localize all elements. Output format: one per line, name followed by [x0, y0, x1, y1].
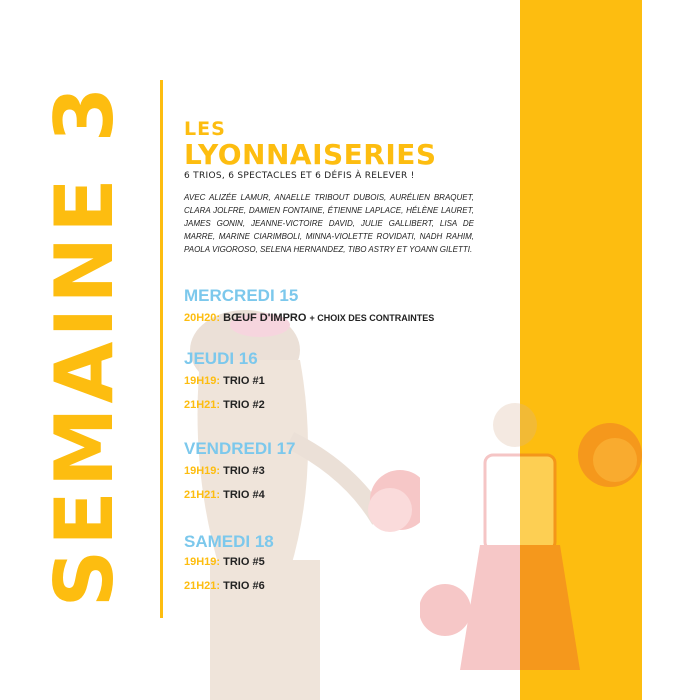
- day-jeudi: [184, 350, 265, 411]
- day-mercredi: [184, 287, 434, 324]
- day-vendredi: [184, 440, 295, 501]
- slot-time: 21H21:: [184, 399, 221, 411]
- slot-show: TRIO #6: [223, 580, 265, 592]
- slot-item: [184, 312, 434, 324]
- slot-show: BŒUF D'IMPRO: [223, 312, 307, 324]
- title-small: LES: [184, 118, 226, 140]
- slot-show: TRIO #5: [223, 556, 265, 568]
- slot-time: 21H21:: [184, 580, 221, 592]
- slot-show: TRIO #3: [223, 465, 265, 477]
- slot-item: [184, 399, 265, 411]
- vertical-divider: [160, 80, 163, 618]
- slot-time: 19H19:: [184, 375, 221, 387]
- day-heading: VENDREDI 17: [184, 439, 296, 458]
- cast-list: AVEC ALIZÉE LAMUR, ANAELLE TRIBOUT DUBOIS, AURÉLIEN BRAQUET, CLARA JOLFRE, DAMIEN FONTAINE, ÉTIENNE LAPLACE, HÉLÈNE LAURET, JAMES GONIN, JEANNE-VICTOIRE DAVID, JULIE GALLIBERT, LISA DE MARRE, MARINE CIARIMBOLI, MINNA-VIOLETTE ROVIDATI, NADH RAHIM, PAOLA VIGOROSO, SELENA HERNANDEZ, TIBO ASTRY ET YOANN GILETTI.: [184, 193, 474, 255]
- day-samedi: [184, 533, 274, 592]
- day-heading: SAMEDI 18: [184, 532, 274, 551]
- slot-item: [184, 580, 274, 592]
- yellow-band: [520, 0, 642, 700]
- slot-show: TRIO #4: [223, 489, 265, 501]
- show-title: LYONNAISERIES: [184, 137, 437, 171]
- week-label: SEMAINE 3: [38, 82, 131, 608]
- slot-item: [184, 375, 265, 387]
- show-subtitle: 6 TRIOS, 6 SPECTACLES ET 6 DÉFIS À RELEVER !: [184, 171, 415, 182]
- day-heading: MERCREDI 15: [184, 286, 299, 305]
- slot-extra: + CHOIX DES CONTRAINTES: [309, 313, 435, 323]
- show-header: [184, 120, 484, 256]
- slot-item: [184, 489, 295, 501]
- slot-show: TRIO #2: [223, 399, 265, 411]
- slot-time: 19H19:: [184, 556, 221, 568]
- slot-time: 19H19:: [184, 465, 221, 477]
- slot-time: 21H21:: [184, 489, 221, 501]
- day-heading: JEUDI 16: [184, 349, 258, 368]
- slot-time: 20H20:: [184, 312, 221, 324]
- slot-item: [184, 556, 274, 568]
- slot-item: [184, 465, 295, 477]
- slot-show: TRIO #1: [223, 375, 265, 387]
